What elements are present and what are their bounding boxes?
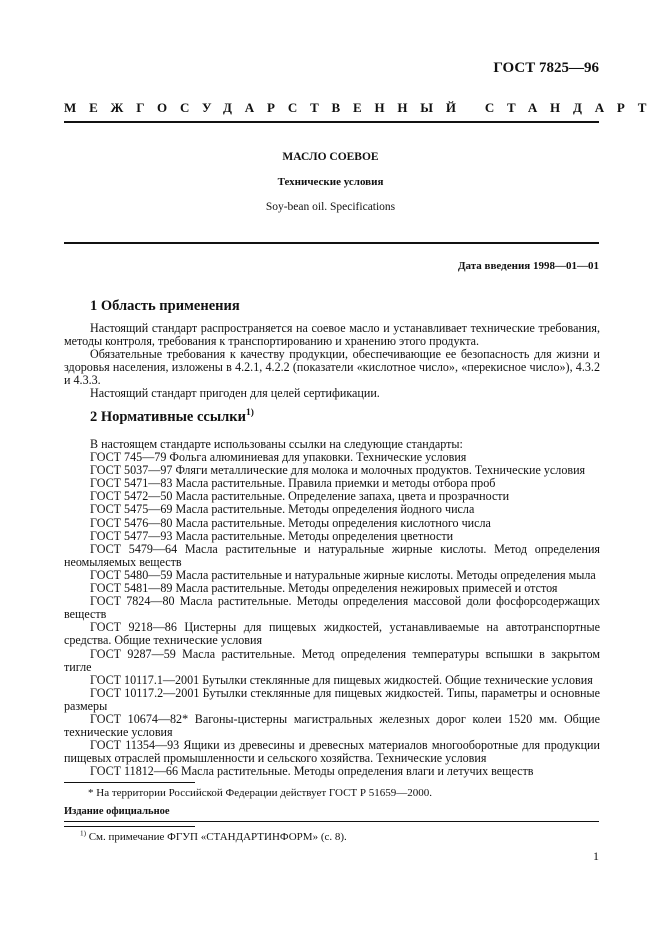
footnote-1-text: См. примечание ФГУП «СТАНДАРТИНФОРМ» (с. 8). [88, 831, 347, 843]
reference-item: ГОСТ 745—79 Фольга алюминиевая для упаковки. Технические условия [90, 450, 467, 465]
section-2-heading-text: 2 Нормативные ссылки [90, 409, 246, 425]
footnote-mark: 1) [245, 408, 254, 419]
reference-item: ГОСТ 5471—83 Масла растительные. Правила приемки и методы отбора проб [90, 476, 496, 491]
reference-item: ГОСТ 5472—50 Масла растительные. Определение запаха, цвета и прозрачности [90, 489, 510, 504]
reference-item: ГОСТ 5475—69 Масла растительные. Методы определения йодного числа [90, 502, 475, 517]
section-1-body [64, 322, 600, 401]
section-1-heading: 1 Область применения [90, 298, 240, 314]
reference-item: ГОСТ 10674—82* Вагоны-цистерны магистральных железных дорог колеи 1520 мм. Общие технические условия [64, 711, 600, 740]
section-1-paragraph: Настоящий стандарт распространяется на соевое масло и устанавливает технические требования, методы контроля, требования к транспортированию и хранению этого продукта. [64, 321, 600, 349]
document-title: МАСЛО СОЕВОЕ [282, 151, 379, 163]
document-subtitle: Технические условия [277, 176, 384, 188]
reference-item: ГОСТ 5479—64 Масла растительные и натуральные жирные кислоты. Метод определения неомыляемых веществ [64, 541, 600, 569]
section-2-body [64, 438, 600, 778]
footnote-separator [64, 782, 195, 783]
introduction-date: Дата введения 1998—01—01 [457, 260, 599, 272]
footnote-1-mark: 1) [80, 829, 86, 838]
reference-item: ГОСТ 10117.2—2001 Бутылки стеклянные для пищевых жидкостей. Типы, параметры и основные размеры [64, 685, 600, 713]
section-2-intro: В настоящем стандарте использованы ссылки на следующие стандарты: [90, 437, 463, 451]
reference-item: ГОСТ 5476—80 Масла растительные. Методы определения кислотного числа [90, 515, 491, 530]
interstate-standard-banner: МЕЖГОСУДАРСТВЕННЫЙ СТАНДАРТ [64, 100, 660, 115]
title-rule [64, 242, 599, 244]
section-1-paragraph: Настоящий стандарт пригоден для целей сертификации. [90, 386, 380, 401]
reference-item: ГОСТ 9218—86 Цистерны для пищевых жидкостей, устанавливаемые на автотранспортные средства. Общие технические условия [64, 620, 600, 648]
gost-number: ГОСТ 7825—96 [493, 60, 599, 76]
official-edition-label: Издание официальное [64, 806, 170, 817]
reference-item: ГОСТ 10117.1—2001 Бутылки стеклянные для пищевых жидкостей. Общие технические условия [90, 672, 593, 687]
reference-item: ГОСТ 9287—59 Масла растительные. Метод определения температуры вспышки в закрытом тигле [64, 646, 600, 674]
reference-item: ГОСТ 11812—66 Масла растительные. Методы определения влаги и летучих веществ [90, 764, 534, 779]
reference-item: ГОСТ 5037—97 Фляги металлические для молока и молочных продуктов. Технические условия [90, 463, 586, 478]
reference-item: ГОСТ 5481—89 Масла растительные. Методы определения нежировых примесей и отстоя [90, 581, 558, 596]
section-2-heading [90, 409, 254, 426]
footnote-separator [64, 826, 195, 827]
footnote-star: * На территории Российской Федерации действует ГОСТ Р 51659—2000. [88, 787, 433, 799]
reference-item: ГОСТ 5477—93 Масла растительные. Методы определения цветности [90, 528, 454, 543]
reference-item: ГОСТ 11354—93 Ящики из древесины и древесных материалов многооборотные для продукции пищевых отраслей промышленности и сельского хозяйства. Технические условия [64, 738, 600, 766]
page-number: 1 [593, 849, 599, 863]
reference-item: ГОСТ 7824—80 Масла растительные. Методы определения массовой доли фосфорсодержащих веществ [64, 594, 600, 622]
top-rule [64, 121, 599, 123]
footnote-1 [80, 831, 347, 843]
section-1-paragraph: Обязательные требования к качеству продукции, обеспечивающие ее безопасность для жизни и здоровья населения, изложены в 4.2.1, 4.2.2 (показатели «кислотное число», «перекисное число»), 4.3.2 и 4.3.3. [64, 347, 600, 388]
reference-item: ГОСТ 5480—59 Масла растительные и натуральные жирные кислоты. Методы определения мыла [90, 567, 596, 582]
english-title: Soy-bean oil. Specifications [265, 201, 396, 213]
official-rule [64, 821, 599, 822]
